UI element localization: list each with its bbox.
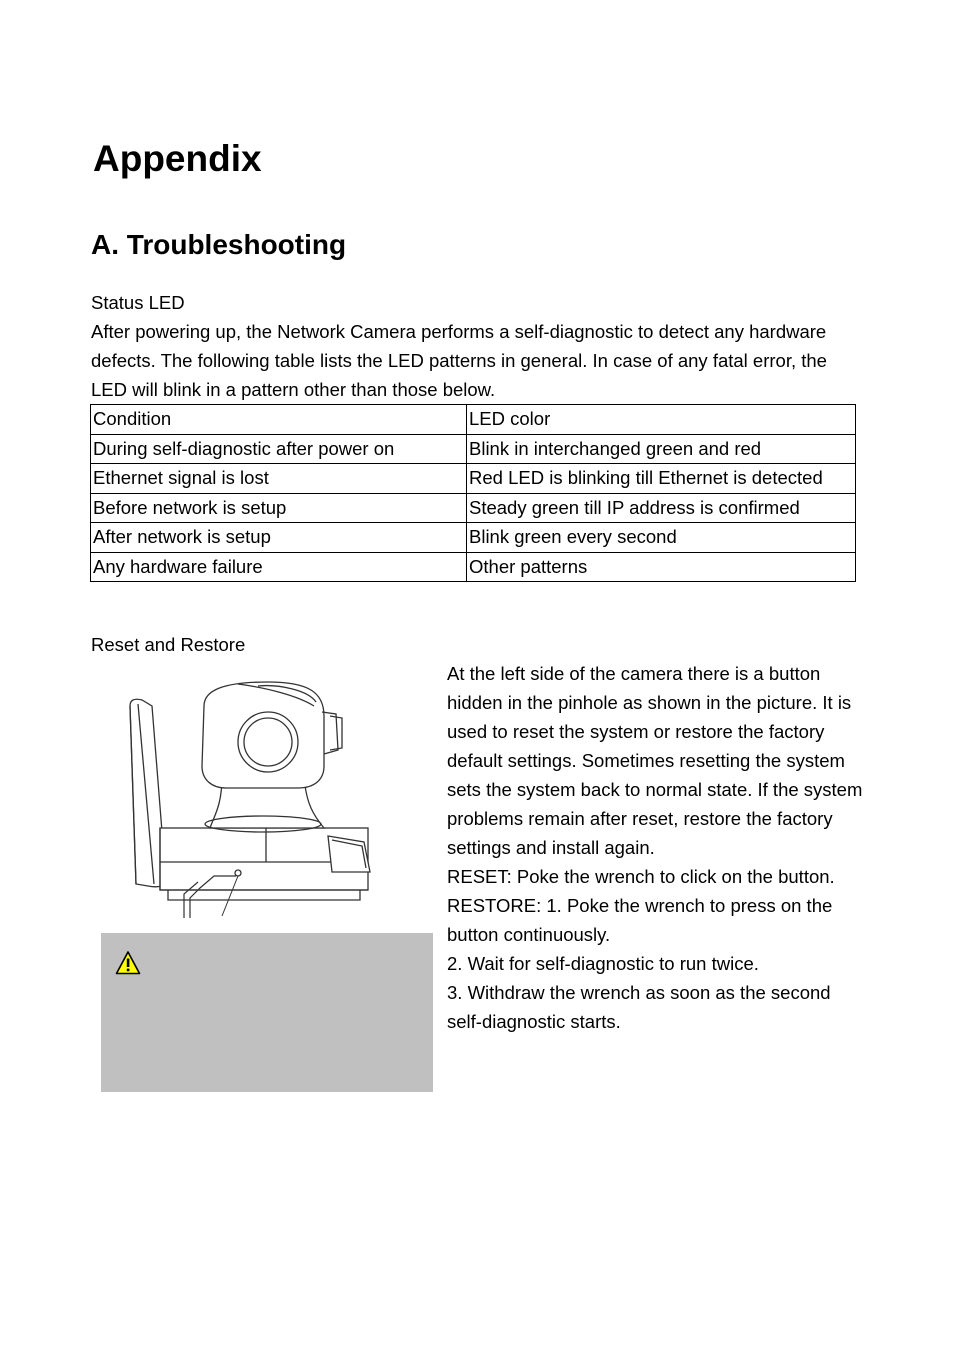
table-header-cell: Condition <box>91 405 467 435</box>
table-row <box>91 552 856 582</box>
camera-illustration-icon <box>118 676 383 929</box>
description-line: settings and install again. <box>447 837 655 858</box>
table-row <box>91 434 856 464</box>
warning-icon <box>115 950 141 981</box>
table-header-row <box>91 405 856 435</box>
description-line: used to reset the system or restore the factory <box>447 721 825 742</box>
intro-line: defects. The following table lists the LED patterns in general. In case of any fatal error, the <box>91 350 827 371</box>
description-line: button continuously. <box>447 924 611 945</box>
intro-line: After powering up, the Network Camera performs a self-diagnostic to detect any hardware <box>91 321 827 342</box>
status-led-label: Status LED <box>91 292 185 313</box>
description-line: hidden in the pinhole as shown in the picture. It is <box>447 692 852 713</box>
table-cell: After network is setup <box>91 523 467 553</box>
description-line: RESTORE: 1. Poke the wrench to press on the <box>447 895 833 916</box>
table-cell: Blink green every second <box>467 523 856 553</box>
table-header-cell: LED color <box>467 405 856 435</box>
description-line: RESET: Poke the wrench to click on the button. <box>447 866 835 887</box>
table-cell: Other patterns <box>467 552 856 582</box>
table-cell: Red LED is blinking till Ethernet is detected <box>467 464 856 494</box>
table-cell: During self-diagnostic after power on <box>91 434 467 464</box>
table-cell: Any hardware failure <box>91 552 467 582</box>
section-title: A. Troubleshooting <box>91 229 347 260</box>
reset-restore-description <box>447 659 907 1036</box>
page-title: Appendix <box>93 138 262 179</box>
description-line: 3. Withdraw the wrench as soon as the second <box>447 982 831 1003</box>
intro-line: LED will blink in a pattern other than those below. <box>91 379 496 400</box>
led-pattern-table <box>90 404 856 582</box>
reset-restore-label: Reset and Restore <box>91 634 246 655</box>
table-row <box>91 464 856 494</box>
table-cell: Steady green till IP address is confirmed <box>467 493 856 523</box>
table-cell: Ethernet signal is lost <box>91 464 467 494</box>
description-line: sets the system back to normal state. If the system <box>447 779 863 800</box>
description-line: default settings. Sometimes resetting the system <box>447 750 845 771</box>
table-cell: Blink in interchanged green and red <box>467 434 856 464</box>
table-row <box>91 493 856 523</box>
description-line: At the left side of the camera there is a button <box>447 663 821 684</box>
table-cell: Before network is setup <box>91 493 467 523</box>
description-line: problems remain after reset, restore the factory <box>447 808 833 829</box>
status-led-intro <box>91 317 881 404</box>
description-line: 2. Wait for self-diagnostic to run twice. <box>447 953 759 974</box>
warning-box <box>101 933 433 1092</box>
table-row <box>91 523 856 553</box>
description-line: self-diagnostic starts. <box>447 1011 621 1032</box>
